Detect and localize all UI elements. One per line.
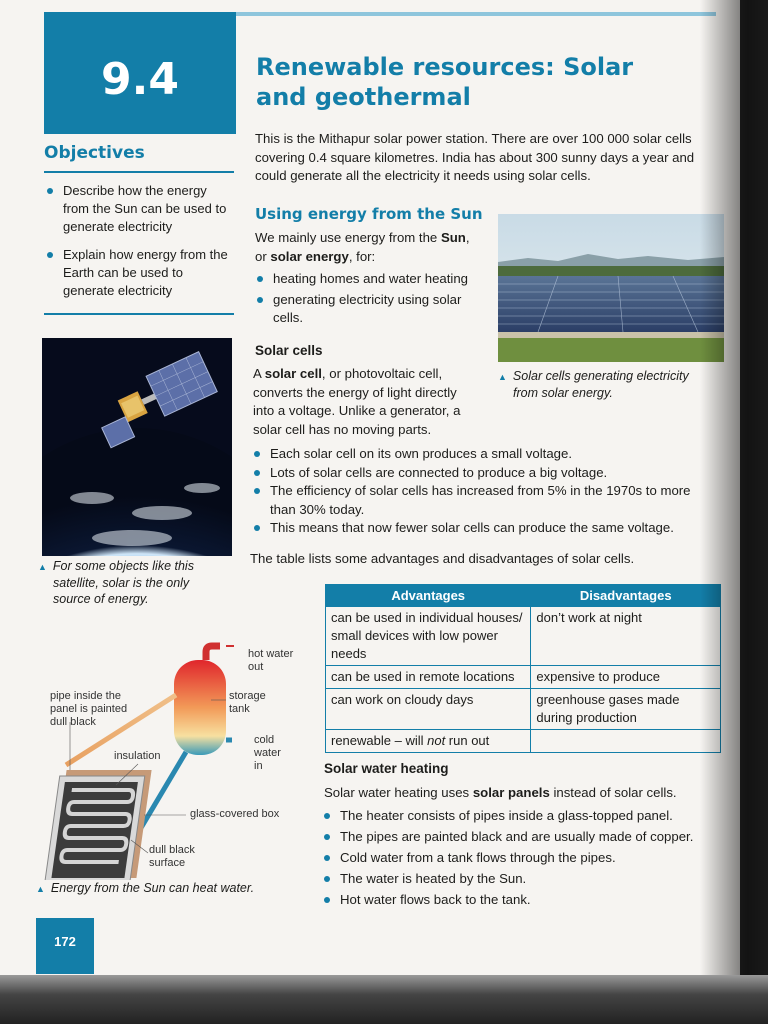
list-item: This means that now fewer solar cells can produce the same voltage.	[252, 519, 714, 538]
title-line-2: and geothermal	[256, 83, 471, 111]
page-title	[256, 52, 696, 112]
solar-farm-caption: ▲ Solar cells generating electricity from solar energy.	[498, 369, 689, 400]
bullet-icon	[324, 897, 330, 903]
label-storage-tank: storage tank	[229, 690, 266, 715]
page-number-box	[36, 918, 94, 974]
list-item: Lots of solar cells are connected to produce a big voltage.	[252, 464, 714, 483]
advantages-table	[325, 584, 721, 753]
bullet-icon	[47, 252, 53, 258]
bullet-icon	[254, 451, 260, 457]
bullet-icon	[324, 876, 330, 882]
list-item: The water is heated by the Sun.	[322, 870, 722, 889]
objectives-rule-top	[44, 171, 234, 173]
label-hot-water-out: hot water out	[248, 648, 294, 673]
solar-cells-paragraph: A solar cell, or photovoltaic cell, converts the energy of light directly into a voltage. Unlike a generator, a solar cell has no moving parts.	[253, 366, 461, 437]
label-cold-water-in: cold water in	[254, 734, 281, 772]
bullet-icon	[324, 855, 330, 861]
table-header: Disadvantages	[531, 585, 721, 607]
table-row: can work on cloudy days greenhouse gases made during production	[326, 689, 721, 730]
solar-cells-list	[252, 445, 714, 538]
triangle-icon: ▲	[498, 372, 507, 382]
solar-water-paragraph: Solar water heating uses solar panels instead of solar cells.	[324, 785, 677, 800]
bullet-icon	[254, 488, 260, 494]
table-row: can be used in individual houses/ small devices with low power needs don’t work at night	[326, 607, 721, 666]
bullet-icon	[324, 813, 330, 819]
solar-cells-heading: Solar cells	[255, 343, 323, 358]
label-dull-surface: dull black surface	[149, 844, 195, 869]
page-binding-shadow	[700, 0, 768, 1024]
page-number: 172	[54, 934, 76, 949]
list-item: Cold water from a tank flows through the pipes.	[322, 849, 722, 868]
list-item: generating electricity using solar cells.	[255, 291, 490, 328]
solar-farm-photo	[498, 214, 724, 362]
satellite-caption: ▲ For some objects like this satellite, solar is the only source of energy.	[38, 559, 194, 606]
label-pipe: pipe inside the panel is painted dull black	[50, 690, 128, 728]
table-header: Advantages	[326, 585, 531, 607]
intro-paragraph: This is the Mithapur solar power station. There are over 100 000 solar cells covering 0.4 square kilometres. India has about 300 sunny days a year and could generate all the electricity it needs using solar cells.	[255, 131, 695, 183]
bullet-icon	[47, 188, 53, 194]
title-line-1: Renewable resources: Solar	[256, 53, 634, 81]
page-bottom-edge	[0, 975, 768, 1024]
triangle-icon: ▲	[38, 562, 47, 572]
section-number-box	[44, 12, 236, 134]
section-number: 9.4	[101, 54, 179, 105]
list-item: Hot water flows back to the tank.	[322, 891, 722, 910]
solar-water-heading: Solar water heating	[324, 761, 449, 776]
table-row: renewable – will not run out	[326, 730, 721, 753]
objectives-rule-bottom	[44, 313, 234, 315]
using-sun-heading: Using energy from the Sun	[255, 205, 483, 223]
table-row: can be used in remote locations expensive to produce	[326, 666, 721, 689]
list-item: Each solar cell on its own produces a small voltage.	[252, 445, 714, 464]
objective-item: Explain how energy from the Earth can be used to generate electricity	[44, 246, 236, 300]
using-sun-paragraph: We mainly use energy from the Sun, or solar energy, for:	[255, 230, 470, 264]
bullet-icon	[257, 297, 263, 303]
bullet-icon	[324, 834, 330, 840]
list-item: heating homes and water heating	[255, 270, 490, 289]
using-sun-list	[255, 270, 490, 328]
list-item: The efficiency of solar cells has increased from 5% in the 1970s to more than 30% today.	[252, 482, 714, 519]
list-item: The pipes are painted black and are usually made of copper.	[322, 828, 722, 847]
bullet-icon	[254, 525, 260, 531]
triangle-icon: ▲	[36, 884, 45, 894]
bullet-icon	[254, 470, 260, 476]
objective-item: Describe how the energy from the Sun can be used to generate electricity	[44, 182, 236, 236]
heater-caption: ▲ Energy from the Sun can heat water.	[36, 881, 255, 895]
label-glass-box: glass-covered box	[190, 808, 280, 820]
objectives-heading: Objectives	[44, 143, 145, 163]
objectives-list	[44, 182, 236, 310]
label-insulation: insulation	[114, 750, 161, 762]
list-item: The heater consists of pipes inside a glass-topped panel.	[322, 807, 722, 826]
satellite-photo	[42, 338, 232, 556]
solar-water-list	[322, 807, 722, 910]
table-intro: The table lists some advantages and disadvantages of solar cells.	[250, 551, 635, 566]
top-rule	[236, 12, 716, 16]
bullet-icon	[257, 276, 263, 282]
